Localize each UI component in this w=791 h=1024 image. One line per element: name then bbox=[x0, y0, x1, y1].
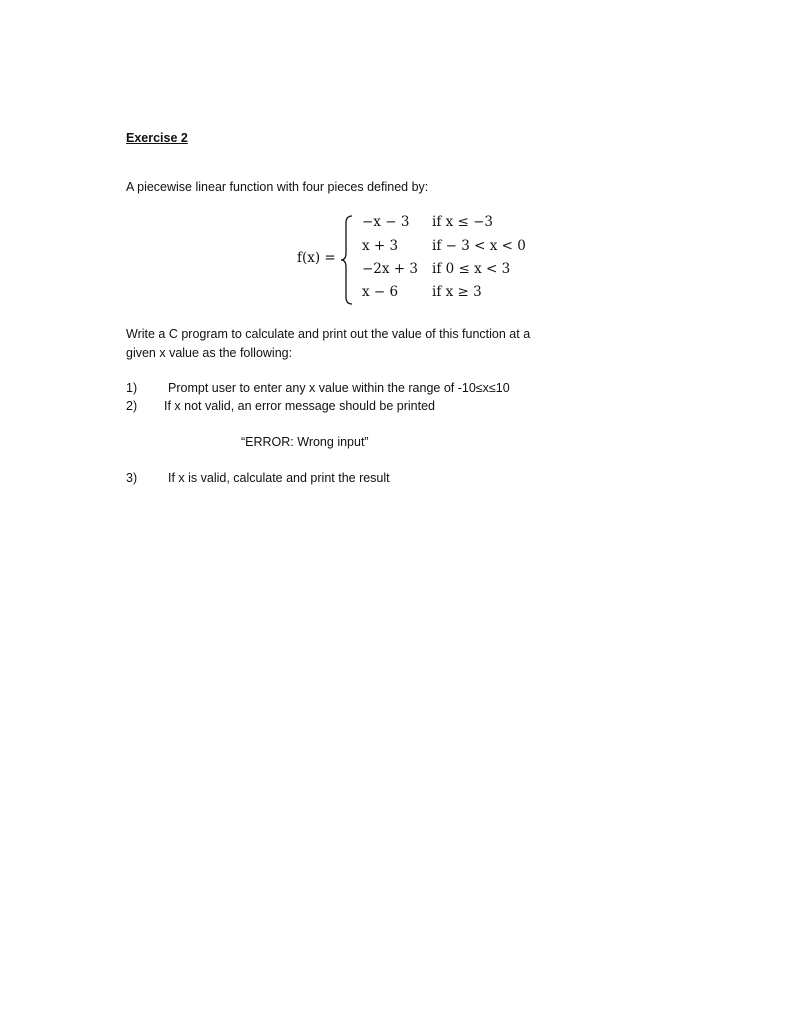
step-3-text: If x is valid, calculate and print the result bbox=[168, 471, 390, 485]
step-1-text: Prompt user to enter any x value within the range of -10≤x≤10 bbox=[168, 381, 510, 395]
piece-2-expression: x + 3 bbox=[362, 238, 399, 254]
left-brace-icon bbox=[340, 215, 354, 305]
step-1-number: 1) bbox=[126, 381, 138, 395]
intro-text: A piecewise linear function with four pieces defined by: bbox=[126, 180, 429, 194]
piece-3-condition: if 0 ≤ x < 3 bbox=[432, 261, 511, 277]
piece-3-expression: −2x + 3 bbox=[362, 261, 418, 277]
piece-4-condition: if x ≥ 3 bbox=[432, 284, 482, 300]
formula-lhs: f(x) = bbox=[297, 250, 336, 266]
instructions-line-1: Write a C program to calculate and print out the value of this function at a bbox=[126, 327, 531, 341]
step-2-text: If x not valid, an error message should be printed bbox=[164, 399, 435, 413]
step-2-number: 2) bbox=[126, 399, 138, 413]
piece-4-expression: x − 6 bbox=[362, 284, 399, 300]
piece-1-expression: −x − 3 bbox=[362, 214, 410, 230]
exercise-title: Exercise 2 bbox=[126, 131, 188, 145]
step-3-number: 3) bbox=[126, 471, 138, 485]
piece-2-condition: if − 3 < x < 0 bbox=[432, 238, 526, 254]
piece-1-condition: if x ≤ −3 bbox=[432, 214, 494, 230]
instructions-line-2: given x value as the following: bbox=[126, 346, 293, 360]
error-message: “ERROR: Wrong input” bbox=[241, 435, 369, 449]
